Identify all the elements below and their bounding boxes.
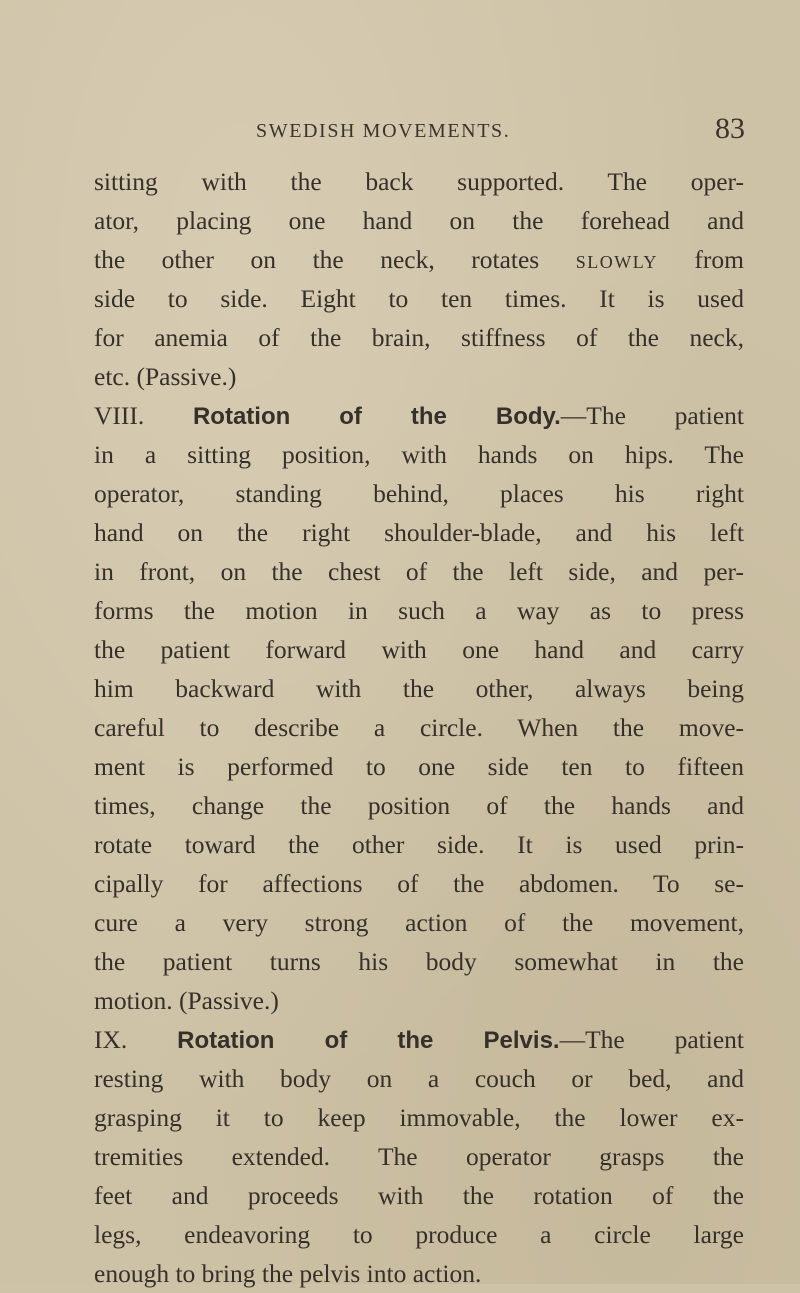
section-heading-line: VIII. Rotation of the Body.—The patient xyxy=(94,401,745,430)
section-numeral: IX. xyxy=(94,1025,178,1054)
text-line: resting with body on a couch or bed, and xyxy=(94,1064,744,1093)
text-line: the other on the neck, rotates slowly from xyxy=(94,245,744,274)
text-line: forms the motion in such a way as to press xyxy=(94,596,744,625)
text-line: tremities extended. The operator grasps the xyxy=(94,1142,744,1171)
text-line: the patient turns his body somewhat in the xyxy=(94,947,744,976)
text-line: careful to describe a circle. When the move- xyxy=(94,713,744,742)
body-text xyxy=(94,162,744,1293)
text-line: for anemia of the brain, stiffness of the neck, xyxy=(94,323,744,352)
text-line: sitting with the back supported. The oper- xyxy=(94,167,744,196)
section-heading: Rotation of the Pelvis. xyxy=(177,1027,560,1054)
text-line: side to side. Eight to ten times. It is used xyxy=(94,284,744,313)
section-heading-line: IX. Rotation of the Pelvis.—The patient xyxy=(94,1025,744,1054)
text-line: grasping it to keep immovable, the lower ex- xyxy=(94,1103,744,1132)
text-line: times, change the position of the hands and xyxy=(94,791,744,820)
text-line: legs, endeavoring to produce a circle large xyxy=(94,1220,744,1249)
section-numeral: VIII. xyxy=(94,401,193,430)
text-line: etc. (Passive.) xyxy=(94,362,237,391)
text-line: cipally for affections of the abdomen. To se- xyxy=(94,869,744,898)
text-line: ment is performed to one side ten to fifteen xyxy=(94,752,744,781)
text-line: cure a very strong action of the movement, xyxy=(94,908,744,937)
text-line: motion. (Passive.) xyxy=(94,986,279,1015)
text-line: ator, placing one hand on the forehead and xyxy=(94,206,744,235)
page-number: 83 xyxy=(715,112,745,145)
emphasized-word: slowly xyxy=(575,245,658,274)
section-heading: Rotation of the Body. xyxy=(192,403,561,430)
running-head-title: SWEDISH MOVEMENTS. xyxy=(256,120,511,142)
text-line: in front, on the chest of the left side, and per- xyxy=(94,557,744,586)
text-line: operator, standing behind, places his right xyxy=(94,479,744,508)
text-line: the patient forward with one hand and carry xyxy=(94,635,744,664)
text-line: hand on the right shoulder-blade, and his left xyxy=(94,518,744,547)
text-line: feet and proceeds with the rotation of the xyxy=(94,1181,744,1210)
text-line: him backward with the other, always being xyxy=(94,674,744,703)
text-line: rotate toward the other side. It is used prin- xyxy=(94,830,744,859)
text-line: enough to bring the pelvis into action. xyxy=(94,1259,482,1288)
running-head xyxy=(0,112,800,146)
text-line: in a sitting position, with hands on hips. The xyxy=(94,440,744,469)
